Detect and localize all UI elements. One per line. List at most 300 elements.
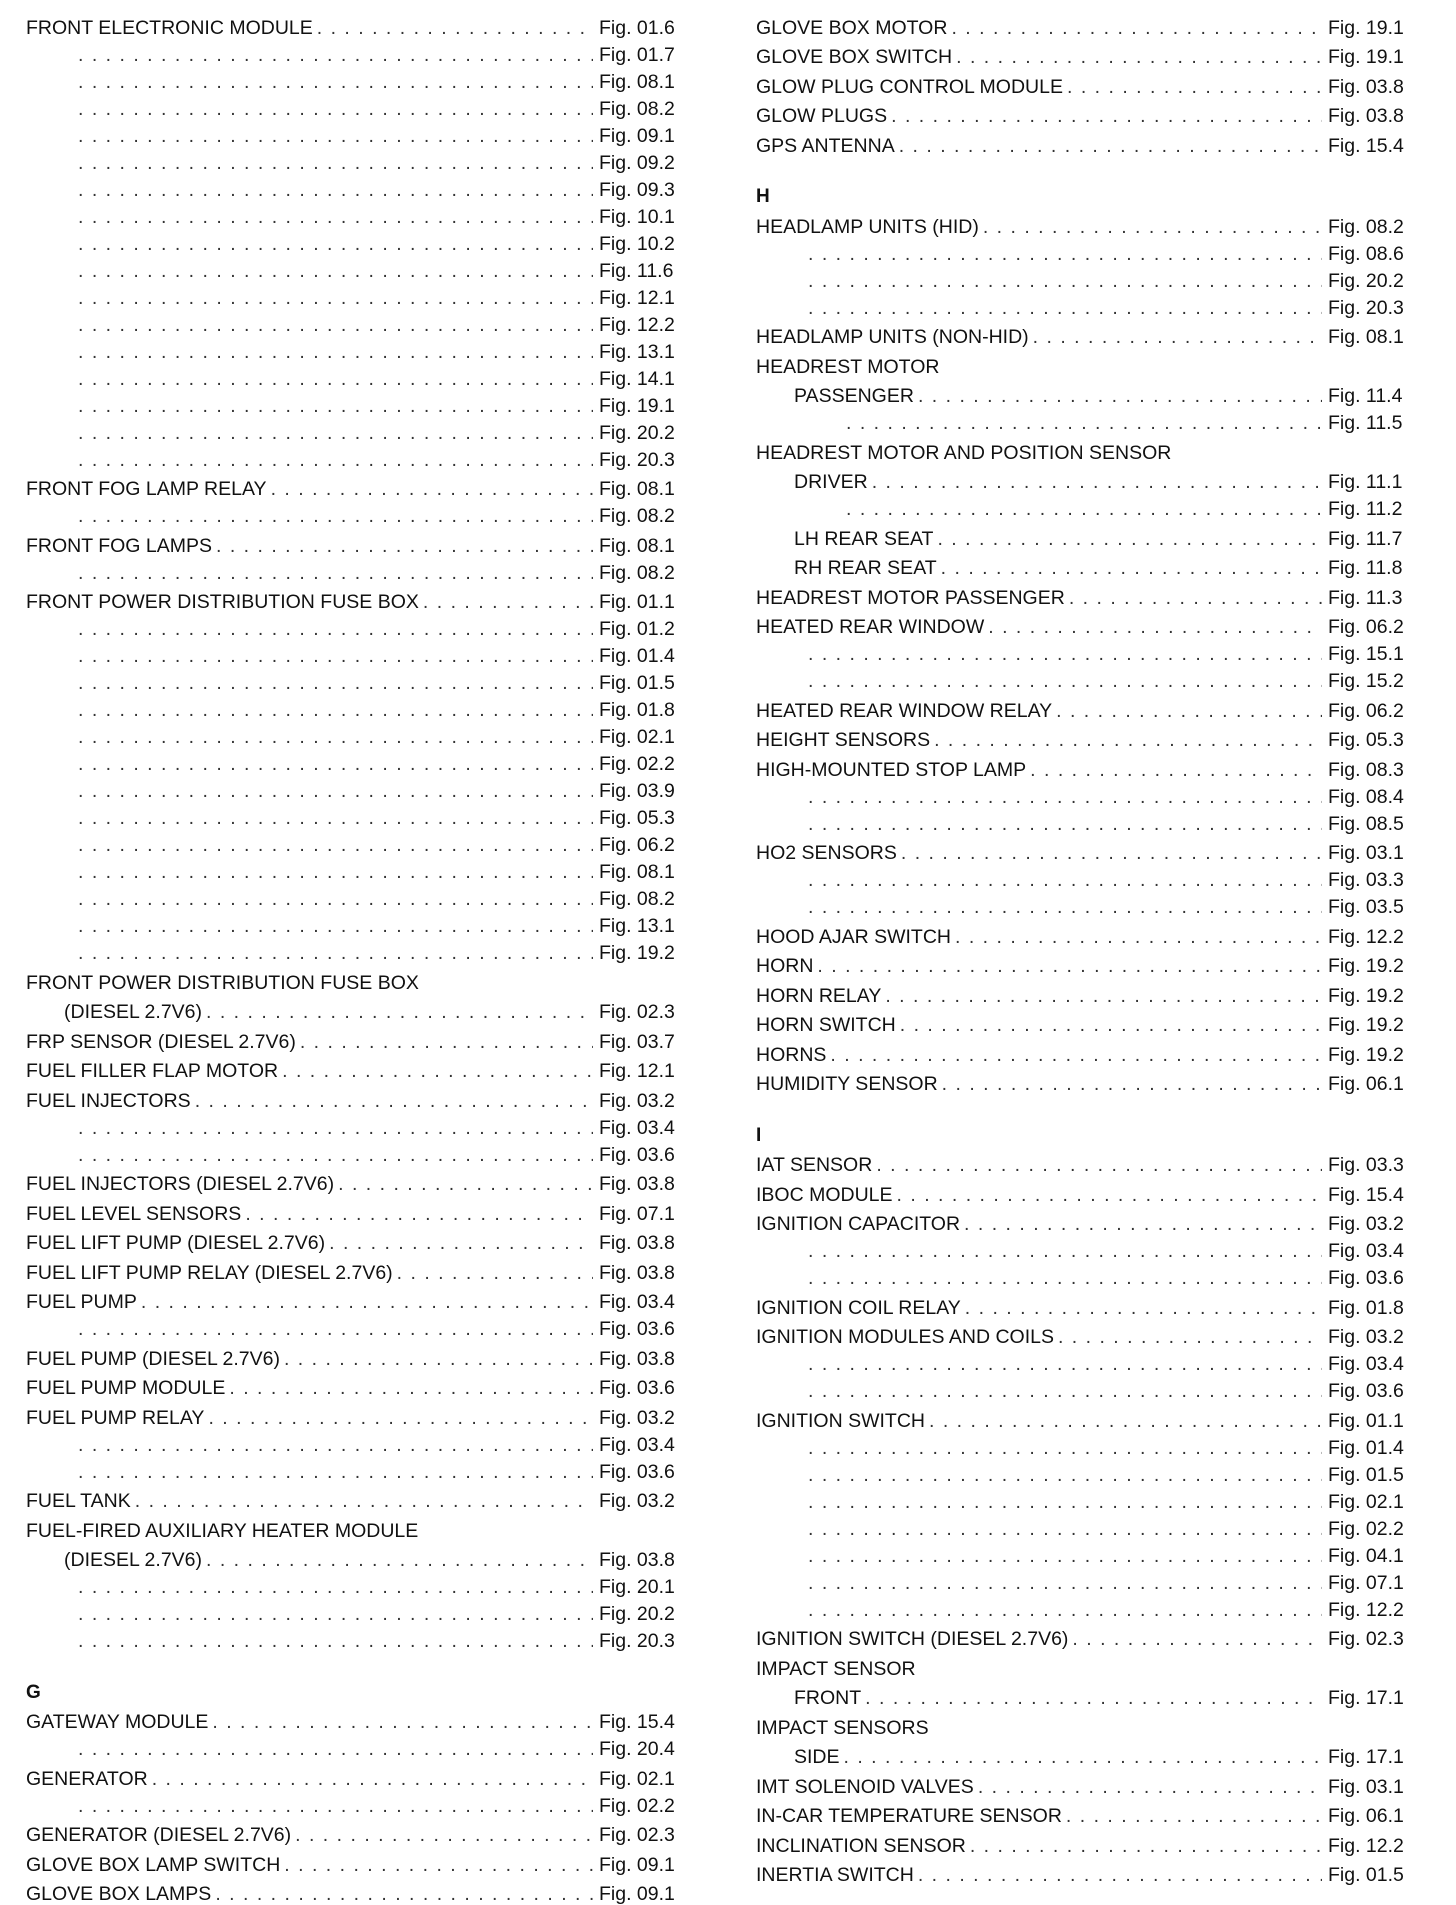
index-term: FUEL LIFT PUMP RELAY (DIESEL 2.7V6) bbox=[26, 1261, 393, 1284]
index-term: FUEL TANK bbox=[26, 1490, 131, 1512]
dot-leader bbox=[808, 644, 1322, 664]
index-term: FRONT ELECTRONIC MODULE bbox=[26, 16, 313, 39]
section-letter-h bbox=[756, 178, 1412, 208]
figure-reference: Fig. 06.1 bbox=[1328, 1073, 1404, 1095]
figure-reference: Fig. 08.1 bbox=[599, 70, 675, 93]
dot-leader bbox=[901, 843, 1322, 863]
dot-leader bbox=[78, 1319, 593, 1339]
dot-leader bbox=[78, 700, 593, 720]
index-term: HEADLAMP UNITS (NON-HID) bbox=[756, 326, 1029, 348]
index-continuation bbox=[26, 1138, 683, 1165]
dot-leader bbox=[78, 727, 593, 747]
dot-leader bbox=[215, 1884, 593, 1904]
figure-reference: Fig. 02.3 bbox=[599, 1001, 675, 1023]
dot-leader bbox=[1069, 588, 1322, 608]
index-term: HEIGHT SENSORS bbox=[756, 729, 931, 751]
index-term: IBOC MODULE bbox=[756, 1183, 893, 1206]
index-continuation bbox=[756, 1566, 1412, 1593]
figure-reference: Fig. 13.1 bbox=[599, 915, 675, 937]
figure-reference: Fig. 02.2 bbox=[599, 753, 675, 775]
index-entry bbox=[756, 38, 1412, 68]
dot-leader bbox=[941, 558, 1322, 578]
index-continuation bbox=[26, 65, 683, 92]
index-entry bbox=[756, 1767, 1412, 1797]
index-term: SIDE bbox=[794, 1746, 840, 1768]
figure-reference: Fig. 03.8 bbox=[599, 1347, 675, 1370]
index-entry bbox=[26, 526, 683, 556]
dot-leader bbox=[918, 1865, 1322, 1885]
figure-reference: Fig. 07.1 bbox=[1328, 1571, 1404, 1594]
figure-reference: Fig. 03.3 bbox=[1328, 1154, 1404, 1176]
figure-reference: Fig. 08.2 bbox=[599, 561, 675, 584]
dot-leader bbox=[891, 106, 1322, 126]
index-continuation bbox=[756, 863, 1412, 890]
index-term: HEADREST MOTOR AND POSITION SENSOR bbox=[756, 441, 1172, 464]
dot-leader bbox=[78, 45, 593, 65]
index-entry bbox=[756, 691, 1412, 721]
dot-leader bbox=[808, 1573, 1322, 1593]
dot-leader bbox=[1072, 1629, 1322, 1649]
section-letter: G bbox=[26, 1681, 41, 1703]
index-entry bbox=[756, 126, 1412, 156]
index-continuation bbox=[26, 693, 683, 720]
index-continuation bbox=[26, 281, 683, 308]
dot-leader bbox=[78, 1577, 593, 1597]
index-entry bbox=[756, 750, 1412, 780]
figure-reference: Fig. 09.3 bbox=[599, 178, 675, 201]
dot-leader bbox=[808, 1546, 1322, 1566]
index-term: FRP SENSOR (DIESEL 2.7V6) bbox=[26, 1030, 296, 1053]
dot-leader bbox=[1056, 701, 1322, 721]
index-continuation bbox=[26, 92, 683, 119]
index-continuation bbox=[756, 1485, 1412, 1512]
index-column-left bbox=[26, 8, 683, 1904]
index-entry bbox=[756, 1826, 1412, 1856]
index-entry bbox=[756, 976, 1412, 1006]
figure-reference: Fig. 19.2 bbox=[1328, 955, 1404, 977]
figure-reference: Fig. 11.8 bbox=[1328, 557, 1403, 579]
dot-leader bbox=[951, 18, 1322, 38]
figure-reference: Fig. 07.1 bbox=[599, 1202, 675, 1225]
index-continuation bbox=[26, 362, 683, 389]
figure-reference: Fig. 03.8 bbox=[599, 1173, 675, 1195]
dot-leader bbox=[212, 1712, 593, 1732]
index-term: FUEL INJECTORS bbox=[26, 1089, 191, 1112]
index-entry bbox=[756, 67, 1412, 97]
figure-reference: Fig. 03.6 bbox=[599, 1143, 675, 1166]
dot-leader bbox=[918, 386, 1322, 406]
dot-leader bbox=[956, 47, 1322, 67]
figure-reference: Fig. 10.1 bbox=[599, 205, 675, 228]
index-continuation bbox=[756, 664, 1412, 691]
index-term: IGNITION COIL RELAY bbox=[756, 1296, 961, 1319]
index-entry bbox=[756, 1318, 1412, 1348]
figure-reference: Fig. 01.4 bbox=[599, 645, 675, 667]
dot-leader bbox=[78, 450, 593, 470]
dot-leader bbox=[78, 369, 593, 389]
figure-reference: Fig. 12.1 bbox=[599, 1060, 675, 1082]
index-entry bbox=[756, 549, 1412, 579]
section-gap bbox=[756, 156, 1412, 178]
dot-leader bbox=[830, 1045, 1322, 1065]
figure-reference: Fig. 08.4 bbox=[1328, 785, 1404, 808]
index-entry bbox=[756, 834, 1412, 864]
index-continuation bbox=[26, 909, 683, 936]
figure-reference: Fig. 11.2 bbox=[1328, 498, 1403, 520]
figure-reference: Fig. 11.6 bbox=[599, 259, 674, 282]
figure-reference: Fig. 13.1 bbox=[599, 340, 675, 363]
figure-reference: Fig. 02.2 bbox=[1328, 1517, 1404, 1540]
index-continuation bbox=[26, 1111, 683, 1138]
index-entry bbox=[756, 917, 1412, 947]
dot-leader bbox=[78, 916, 593, 936]
index-continuation bbox=[26, 254, 683, 281]
index-entry bbox=[756, 1738, 1412, 1768]
index-continuation bbox=[756, 637, 1412, 664]
index-entry bbox=[756, 1620, 1412, 1650]
index-term: HEADREST MOTOR bbox=[756, 355, 940, 378]
dot-leader bbox=[872, 472, 1322, 492]
dot-leader bbox=[78, 781, 593, 801]
dot-leader bbox=[216, 536, 593, 556]
figure-reference: Fig. 03.6 bbox=[599, 1318, 675, 1340]
index-term: HUMIDITY SENSOR bbox=[756, 1073, 938, 1095]
index-term: FUEL PUMP bbox=[26, 1291, 137, 1313]
index-continuation bbox=[756, 1347, 1412, 1374]
dot-leader bbox=[423, 592, 593, 612]
figure-reference: Fig. 03.2 bbox=[599, 1089, 675, 1112]
index-continuation bbox=[26, 389, 683, 416]
dot-leader bbox=[808, 271, 1322, 291]
index-entry bbox=[756, 463, 1412, 493]
index-term: INCLINATION SENSOR bbox=[756, 1834, 966, 1857]
figure-reference: Fig. 03.2 bbox=[599, 1406, 675, 1429]
figure-reference: Fig. 11.4 bbox=[1328, 385, 1403, 407]
index-continuation bbox=[26, 1597, 683, 1624]
index-entry bbox=[756, 608, 1412, 638]
dot-leader bbox=[929, 1411, 1322, 1431]
figure-reference: Fig. 01.8 bbox=[1328, 1296, 1404, 1319]
dot-leader bbox=[271, 479, 593, 499]
dot-leader bbox=[195, 1091, 593, 1111]
figure-reference: Fig. 03.8 bbox=[599, 1232, 675, 1254]
dot-leader bbox=[78, 1631, 593, 1651]
index-term: HORN bbox=[756, 955, 814, 977]
figure-reference: Fig. 15.1 bbox=[1328, 643, 1404, 665]
index-entry bbox=[756, 1175, 1412, 1205]
index-entry bbox=[26, 1845, 683, 1875]
figure-reference: Fig. 01.2 bbox=[599, 618, 675, 640]
figure-reference: Fig. 09.2 bbox=[599, 151, 675, 174]
dot-leader bbox=[808, 814, 1322, 834]
figure-reference: Fig. 01.6 bbox=[599, 16, 675, 39]
dot-leader bbox=[135, 1491, 593, 1511]
dot-leader bbox=[808, 1519, 1322, 1539]
dot-leader bbox=[876, 1155, 1322, 1175]
figure-reference: Fig. 03.8 bbox=[1328, 105, 1404, 127]
dot-leader bbox=[1058, 1327, 1322, 1347]
figure-reference: Fig. 03.4 bbox=[1328, 1240, 1404, 1262]
figure-reference: Fig. 03.7 bbox=[599, 1030, 675, 1053]
dot-leader bbox=[78, 396, 593, 416]
dot-leader bbox=[808, 1354, 1322, 1374]
index-continuation bbox=[756, 890, 1412, 917]
figure-reference: Fig. 08.2 bbox=[599, 505, 675, 527]
index-entry bbox=[756, 1035, 1412, 1065]
index-term: LH REAR SEAT bbox=[794, 527, 934, 550]
index-entry bbox=[756, 947, 1412, 977]
index-entry bbox=[26, 1224, 683, 1254]
index-term: HIGH-MOUNTED STOP LAMP bbox=[756, 758, 1027, 781]
index-term: HEATED REAR WINDOW RELAY bbox=[756, 699, 1053, 722]
index-continuation bbox=[26, 1312, 683, 1339]
dot-leader bbox=[78, 342, 593, 362]
dot-leader bbox=[78, 1118, 593, 1138]
figure-reference: Fig. 09.1 bbox=[599, 1883, 675, 1905]
section-letter-g bbox=[26, 1673, 683, 1703]
index-term: HORNS bbox=[756, 1043, 827, 1066]
index-entry bbox=[26, 1369, 683, 1399]
dot-leader bbox=[900, 1015, 1322, 1035]
index-continuation bbox=[26, 119, 683, 146]
index-term: IMT SOLENOID VALVES bbox=[756, 1775, 974, 1798]
index-term: PASSENGER bbox=[794, 385, 914, 407]
index-entry bbox=[26, 470, 683, 500]
figure-reference: Fig. 06.2 bbox=[1328, 699, 1404, 722]
figure-reference: Fig. 12.2 bbox=[1328, 1834, 1404, 1857]
index-entry bbox=[756, 1679, 1412, 1709]
index-entry bbox=[26, 1398, 683, 1428]
index-term: HOOD AJAR SWITCH bbox=[756, 925, 952, 948]
dot-leader bbox=[78, 835, 593, 855]
figure-reference: Fig. 01.8 bbox=[599, 699, 675, 721]
index-entry bbox=[26, 583, 683, 613]
dot-leader bbox=[78, 754, 593, 774]
figure-reference: Fig. 17.1 bbox=[1328, 1746, 1404, 1768]
index-term: GPS ANTENNA bbox=[756, 134, 895, 157]
index-group-label bbox=[26, 963, 683, 993]
index-continuation bbox=[26, 499, 683, 526]
index-continuation bbox=[26, 774, 683, 801]
dot-leader bbox=[808, 1438, 1322, 1458]
figure-reference: Fig. 01.4 bbox=[1328, 1436, 1404, 1459]
figure-reference: Fig. 20.2 bbox=[599, 1603, 675, 1625]
figure-reference: Fig. 20.2 bbox=[599, 421, 675, 444]
index-continuation bbox=[756, 1512, 1412, 1539]
index-term: FUEL PUMP MODULE bbox=[26, 1377, 226, 1399]
index-continuation bbox=[756, 1458, 1412, 1485]
index-continuation bbox=[26, 720, 683, 747]
dot-leader bbox=[808, 298, 1322, 318]
dot-leader bbox=[844, 1747, 1322, 1767]
figure-reference: Fig. 05.3 bbox=[599, 807, 675, 829]
index-term: IMPACT SENSOR bbox=[756, 1657, 916, 1680]
figure-reference: Fig. 01.1 bbox=[599, 591, 675, 613]
index-entry bbox=[26, 1022, 683, 1052]
figure-reference: Fig. 01.5 bbox=[1328, 1463, 1404, 1486]
figure-reference: Fig. 19.1 bbox=[599, 394, 675, 417]
figure-reference: Fig. 19.2 bbox=[599, 942, 675, 964]
dot-leader bbox=[208, 1408, 593, 1428]
figure-reference: Fig. 10.2 bbox=[599, 232, 675, 255]
index-entry bbox=[26, 8, 683, 38]
figure-reference: Fig. 20.3 bbox=[1328, 296, 1404, 319]
dot-leader bbox=[397, 1263, 593, 1283]
dot-leader bbox=[955, 927, 1322, 947]
index-group-label bbox=[756, 433, 1412, 463]
figure-reference: Fig. 19.1 bbox=[1328, 46, 1404, 68]
figure-reference: Fig. 20.2 bbox=[1328, 269, 1404, 292]
index-continuation bbox=[26, 612, 683, 639]
index-term: IGNITION SWITCH (DIESEL 2.7V6) bbox=[756, 1628, 1069, 1650]
index-entry bbox=[756, 377, 1412, 407]
figure-reference: Fig. 20.4 bbox=[599, 1738, 675, 1760]
dot-leader bbox=[817, 956, 1322, 976]
dot-leader bbox=[78, 207, 593, 227]
figure-reference: Fig. 08.1 bbox=[599, 861, 675, 883]
dot-leader bbox=[78, 315, 593, 335]
index-continuation bbox=[26, 747, 683, 774]
dot-leader bbox=[78, 1604, 593, 1624]
index-entry bbox=[756, 318, 1412, 348]
dot-leader bbox=[808, 1492, 1322, 1512]
index-term: GLOVE BOX LAMPS bbox=[26, 1883, 212, 1905]
index-term: INERTIA SWITCH bbox=[756, 1864, 914, 1886]
index-continuation bbox=[756, 237, 1412, 264]
figure-reference: Fig. 06.2 bbox=[1328, 616, 1404, 638]
figure-reference: Fig. 03.1 bbox=[1328, 842, 1404, 864]
index-continuation bbox=[26, 38, 683, 65]
index-entry bbox=[26, 1482, 683, 1512]
index-continuation bbox=[26, 556, 683, 583]
figure-reference: Fig. 12.2 bbox=[1328, 1598, 1404, 1621]
index-continuation bbox=[756, 1261, 1412, 1288]
index-term: FUEL LIFT PUMP (DIESEL 2.7V6) bbox=[26, 1232, 326, 1254]
index-entry bbox=[756, 578, 1412, 608]
figure-reference: Fig. 03.2 bbox=[1328, 1213, 1404, 1235]
figure-reference: Fig. 03.9 bbox=[599, 780, 675, 802]
figure-reference: Fig. 20.1 bbox=[599, 1576, 675, 1598]
figure-reference: Fig. 03.8 bbox=[599, 1549, 675, 1571]
dot-leader bbox=[78, 943, 593, 963]
figure-reference: Fig. 03.3 bbox=[1328, 869, 1404, 891]
dot-leader bbox=[964, 1214, 1322, 1234]
dot-leader bbox=[865, 1688, 1322, 1708]
figure-reference: Fig. 03.2 bbox=[1328, 1326, 1404, 1348]
figure-reference: Fig. 14.1 bbox=[599, 367, 675, 390]
index-entry bbox=[26, 1253, 683, 1283]
dot-leader bbox=[885, 986, 1322, 1006]
figure-reference: Fig. 02.1 bbox=[1328, 1490, 1404, 1513]
figure-reference: Fig. 03.6 bbox=[1328, 1267, 1404, 1289]
index-term: HEADLAMP UNITS (HID) bbox=[756, 215, 979, 238]
figure-reference: Fig. 15.4 bbox=[1328, 134, 1404, 157]
dot-leader bbox=[78, 99, 593, 119]
index-entry bbox=[756, 8, 1412, 38]
figure-reference: Fig. 08.6 bbox=[1328, 242, 1404, 265]
index-entry bbox=[26, 1759, 683, 1789]
figure-reference: Fig. 08.5 bbox=[1328, 812, 1404, 835]
index-continuation bbox=[26, 1570, 683, 1597]
index-term: FUEL FILLER FLAP MOTOR bbox=[26, 1060, 279, 1082]
index-continuation bbox=[756, 1234, 1412, 1261]
index-continuation bbox=[26, 308, 683, 335]
index-continuation bbox=[26, 1428, 683, 1455]
dot-leader bbox=[206, 1550, 593, 1570]
index-entry bbox=[756, 1146, 1412, 1176]
index-continuation bbox=[756, 780, 1412, 807]
figure-reference: Fig. 11.7 bbox=[1328, 527, 1403, 550]
index-continuation bbox=[756, 1431, 1412, 1458]
index-entry bbox=[26, 1081, 683, 1111]
dot-leader bbox=[808, 897, 1322, 917]
index-term: HO2 SENSORS bbox=[756, 842, 897, 864]
index-entry bbox=[756, 1797, 1412, 1827]
dot-leader bbox=[78, 646, 593, 666]
figure-reference: Fig. 03.4 bbox=[599, 1433, 675, 1456]
index-continuation bbox=[26, 1732, 683, 1759]
figure-reference: Fig. 01.5 bbox=[599, 672, 675, 694]
index-entry bbox=[756, 207, 1412, 237]
index-term: IGNITION SWITCH bbox=[756, 1409, 925, 1432]
dot-leader bbox=[846, 499, 1322, 519]
index-term: GLOVE BOX SWITCH bbox=[756, 46, 953, 68]
index-term: IGNITION MODULES AND COILS bbox=[756, 1326, 1054, 1348]
dot-leader bbox=[78, 1739, 593, 1759]
dot-leader bbox=[78, 153, 593, 173]
index-term: (DIESEL 2.7V6) bbox=[64, 1001, 203, 1023]
figure-reference: Fig. 11.1 bbox=[1328, 471, 1403, 493]
dot-leader bbox=[808, 1600, 1322, 1620]
dot-leader bbox=[983, 217, 1322, 237]
index-continuation bbox=[756, 1593, 1412, 1620]
figure-reference: Fig. 09.1 bbox=[599, 124, 675, 147]
dot-leader bbox=[338, 1174, 593, 1194]
dot-leader bbox=[846, 413, 1322, 433]
index-continuation bbox=[26, 227, 683, 254]
figure-reference: Fig. 06.2 bbox=[599, 834, 675, 856]
figure-reference: Fig. 19.2 bbox=[1328, 1014, 1404, 1036]
figure-reference: Fig. 15.4 bbox=[599, 1711, 675, 1733]
index-term: IAT SENSOR bbox=[756, 1154, 873, 1176]
dot-leader bbox=[1067, 77, 1322, 97]
index-entry bbox=[756, 1006, 1412, 1036]
index-continuation bbox=[26, 801, 683, 828]
index-continuation bbox=[26, 639, 683, 666]
figure-reference: Fig. 19.1 bbox=[1328, 16, 1404, 39]
index-term: FUEL INJECTORS (DIESEL 2.7V6) bbox=[26, 1173, 335, 1195]
dot-leader bbox=[78, 288, 593, 308]
index-term: DRIVER bbox=[794, 471, 868, 493]
index-term: FUEL PUMP RELAY bbox=[26, 1406, 205, 1429]
index-entry bbox=[756, 1856, 1412, 1886]
section-gap bbox=[756, 1094, 1412, 1116]
dot-leader bbox=[284, 1855, 593, 1875]
dot-leader bbox=[78, 261, 593, 281]
index-term: HEATED REAR WINDOW bbox=[756, 616, 985, 638]
index-term: HORN SWITCH bbox=[756, 1014, 896, 1036]
figure-reference: Fig. 20.3 bbox=[599, 448, 675, 471]
dot-leader bbox=[78, 889, 593, 909]
index-group-label bbox=[26, 1511, 683, 1541]
dot-leader bbox=[78, 423, 593, 443]
section-letter: I bbox=[756, 1124, 762, 1146]
dot-leader bbox=[934, 730, 1322, 750]
dot-leader bbox=[229, 1378, 593, 1398]
index-term: HORN RELAY bbox=[756, 984, 882, 1007]
dot-leader bbox=[78, 1145, 593, 1165]
figure-reference: Fig. 12.1 bbox=[599, 286, 675, 309]
